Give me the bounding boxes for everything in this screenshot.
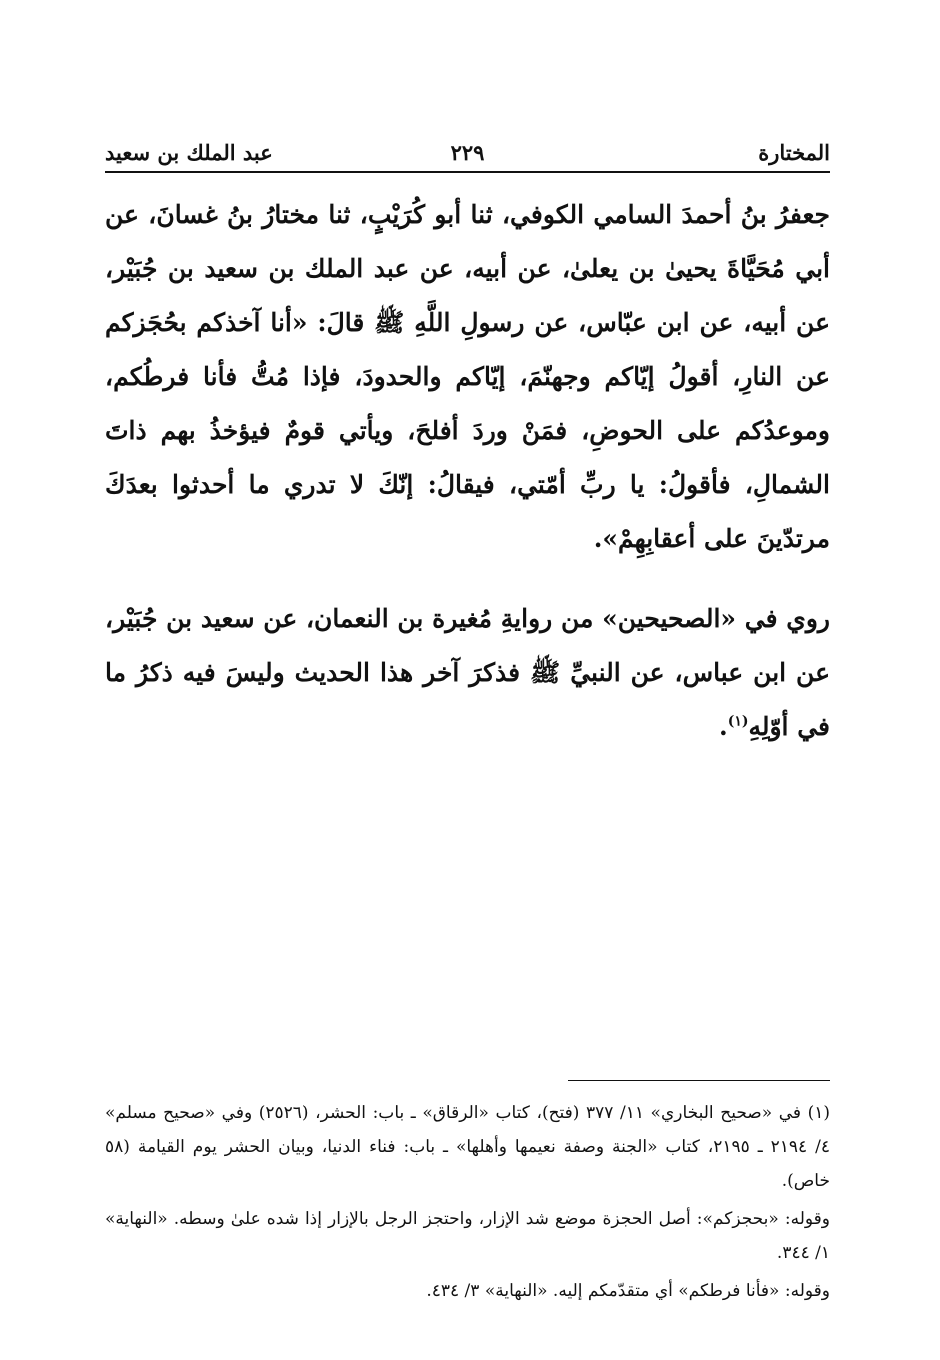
page-number: ٢٢٩ [450, 140, 485, 165]
commentary-paragraph [105, 592, 830, 754]
footnote-ref: (١) [727, 713, 749, 730]
footnote-note-hujaz: وقوله: «بحجزكم»: أصل الحجزة موضع شد الإزار، واحتجز الرجل بالإزار إذا شده علىٰ وسطه. «النهاية» ١/ ٣٤٤. [105, 1209, 830, 1263]
footnotes [105, 1096, 830, 1312]
header-rule [105, 171, 830, 173]
chapter-title: عبد الملك بن سعيد [105, 140, 273, 165]
footnote-note-faratukum: وقوله: «فأنا فرطكم» أي متقدّمكم إليه. «النهاية» ٣/ ٤٣٤. [426, 1281, 830, 1301]
running-header [105, 138, 830, 172]
commentary-text: روي في «الصحيحين» من روايةِ مُغيرة بن النعمان، عن سعيد بن جُبَيْر، عن ابن عباس، عن النبيِّ ﷺ فذكرَ آخر هذا الحديث وليسَ فيه ذكرُ ما في أوّلِهِ [105, 604, 830, 741]
main-text [105, 188, 830, 754]
hadith-paragraph: جعفرُ بنُ أحمدَ السامي الكوفي، ثنا أبو كُرَيْبٍ، ثنا مختارُ بنُ غسانَ، عن أبي مُحَيَّاةَ يحيىٰ بن يعلىٰ، عن أبيه، عن عبد الملك بن سعيد بن جُبَيْر، عن أبيه، عن ابن عبّاس، عن رسولِ اللَّهِ ﷺ قالَ: «أنا آخذكم بحُجَزكم عن النارِ، أقولُ إيّاكم وجهنّمَ، إيّاكم والحدودَ، فإذا مُتُّ فأنا فرطُكم، وموعدُكم على الحوضِ، فمَنْ وردَ أفلحَ، ويأتي قومٌ فيؤخذُ بهم ذاتَ الشمالِ، فأقولُ: يا ربِّ أمّتي، فيقالُ: إنّكَ لا تدري ما أحدثوا بعدَكَ مرتدّينَ على أعقابِهِمْ». [105, 200, 830, 553]
footnote-1: (١) في «صحيح البخاري» ١١/ ٣٧٧ (فتح)، كتاب «الرقاق» ـ باب: الحشر، (٢٥٢٦) وفي «صحيح مسلم» ٤/ ٢١٩٤ ـ ٢١٩٥، كتاب «الجنة وصفة نعيمها وأهلها» ـ باب: فناء الدنيا، وبيان الحشر يوم القيامة (٥٨ خاص). [105, 1103, 830, 1191]
footnote-rule [568, 1080, 830, 1081]
book-title: المختارة [758, 140, 830, 165]
commentary-end: . [718, 712, 728, 741]
